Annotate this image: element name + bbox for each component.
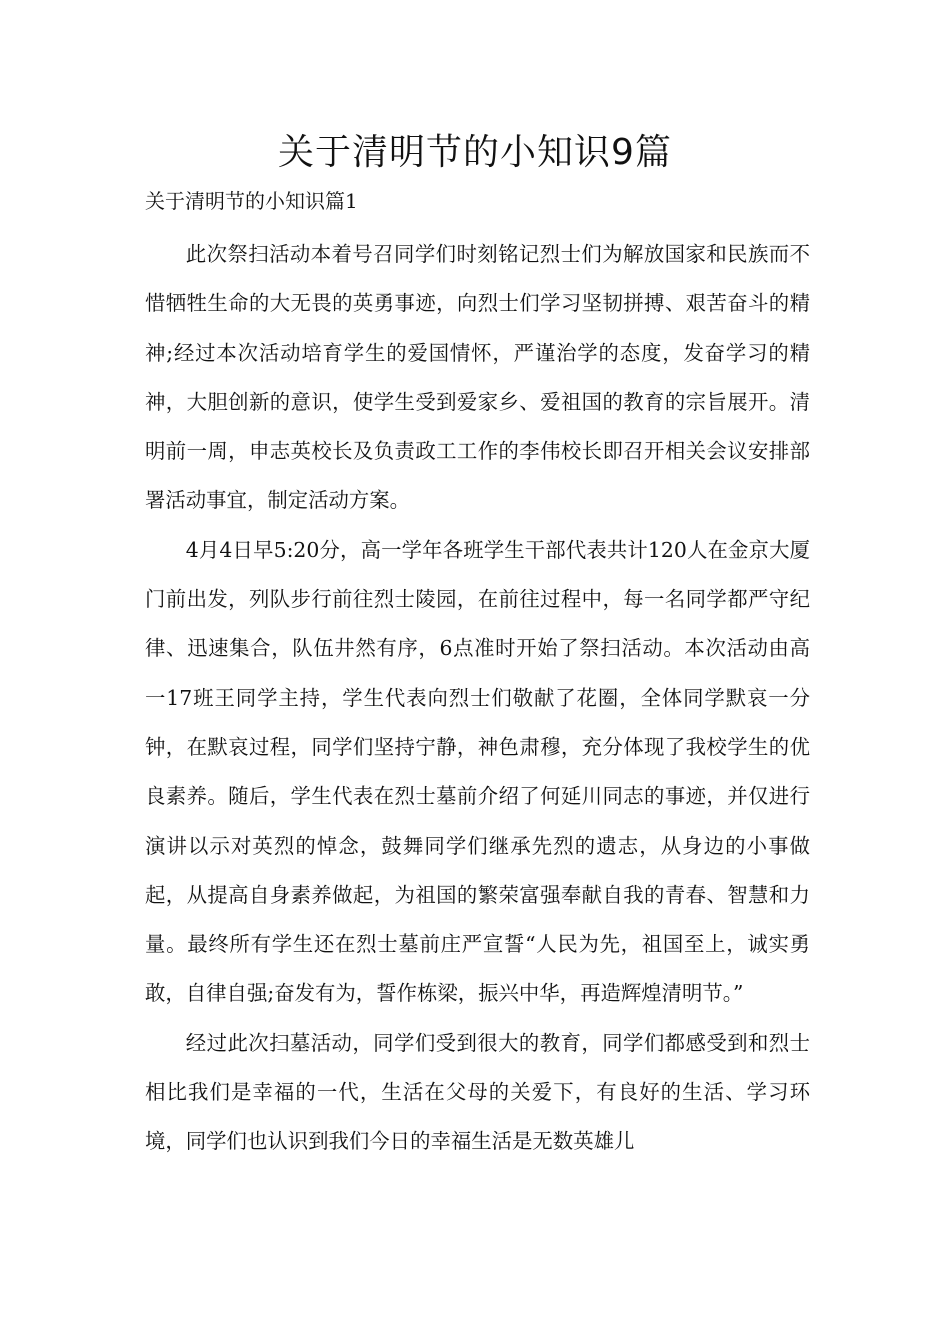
document-title: 关于清明节的小知识9篇 xyxy=(278,132,672,173)
document-body xyxy=(145,230,810,1167)
paragraph: 此次祭扫活动本着号召同学们时刻铭记烈士们为解放国家和民族而不惜牺牲生命的大无畏的英勇事迹，向烈士们学习坚韧拼搏、艰苦奋斗的精神;经过本次活动培育学生的爱国情怀，严谨治学的态度，发奋学习的精神，大胆创新的意识，使学生受到爱家乡、爱祖国的教育的宗旨展开。清明前一周，申志英校长及负责政工工作的李伟校长即召开相关会议安排部署活动事宜，制定活动方案。 xyxy=(145,242,810,513)
paragraph: 4月4日早5:20分，高一学年各班学生干部代表共计120人在金京大厦门前出发，列队步行前往烈士陵园，在前往过程中，每一名同学都严守纪律、迅速集合，队伍井然有序，6点准时开始了祭扫活动。本次活动由高一17班王同学主持，学生代表向烈士们敬献了花圈，全体同学默哀一分钟，在默哀过程，同学们坚持宁静，神色肃穆，充分体现了我校学生的优良素养。随后，学生代表在烈士墓前介绍了何延川同志的事迹，并仅进行演讲以示对英烈的悼念，鼓舞同学们继承先烈的遗志，从身边的小事做起，从提高自身素养做起，为祖国的繁荣富强奉献自我的青春、智慧和力量。最终所有学生还在烈士墓前庄严宣誓“人民为先，祖国至上，诚实勇敢，自律自强;奋发有为，誓作栋梁，振兴中华，再造辉煌清明节。” xyxy=(145,537,810,1006)
paragraph: 经过此次扫墓活动，同学们受到很大的教育，同学们都感受到和烈士相比我们是幸福的一代，生活在父母的关爱下，有良好的生活、学习环境，同学们也认识到我们今日的幸福生活是无数英雄儿 xyxy=(145,1030,810,1154)
section-heading: 关于清明节的小知识篇1 xyxy=(145,189,358,213)
